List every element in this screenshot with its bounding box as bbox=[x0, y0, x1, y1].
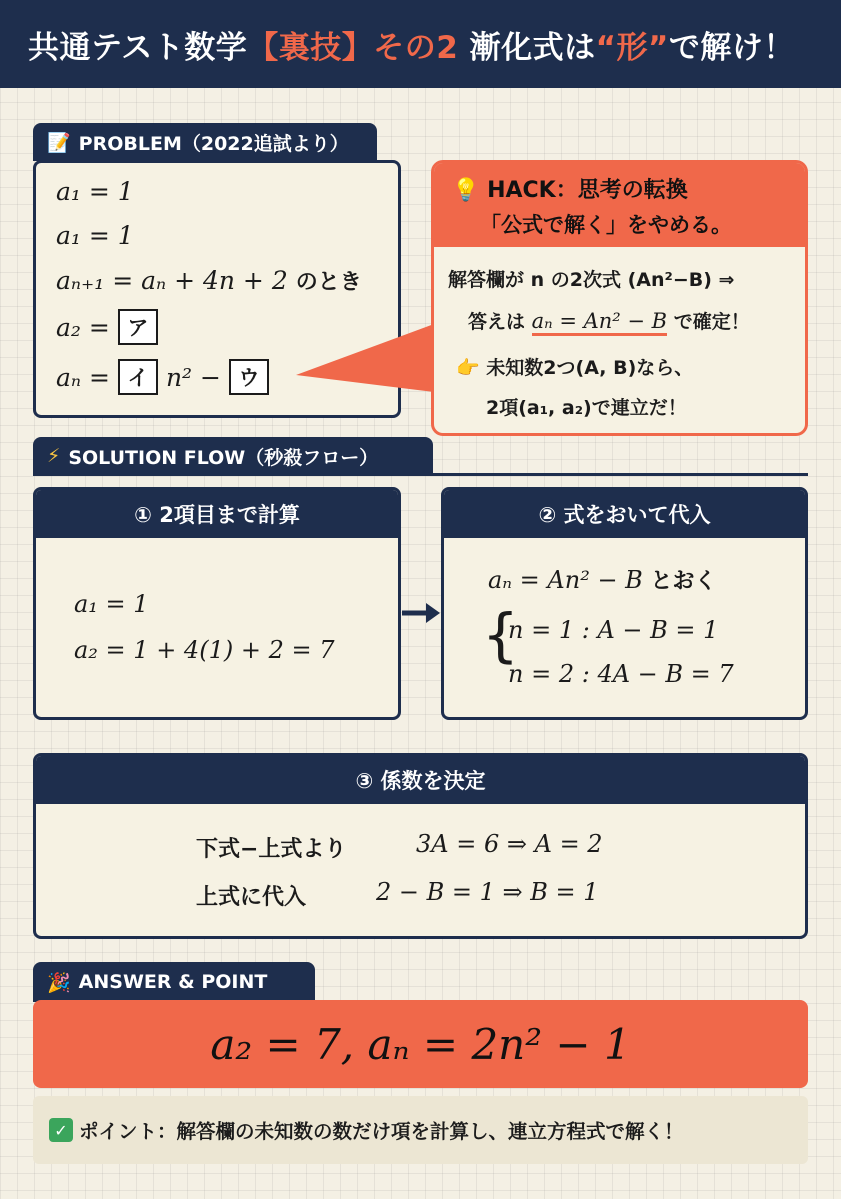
title-part3: 漸化式は bbox=[469, 29, 596, 66]
hack-subtitle: 「公式で解く」をやめる。 bbox=[480, 213, 732, 237]
step3-card bbox=[33, 753, 808, 939]
problem-condition-text: のとき bbox=[295, 270, 362, 295]
problem-line-4: a₂ = ア bbox=[56, 309, 158, 345]
answer-box-i: イ bbox=[118, 359, 158, 395]
title-part1: 共通テスト数学 bbox=[28, 29, 248, 66]
arrow-right-icon bbox=[400, 598, 442, 628]
title-keyword: “形” bbox=[595, 29, 669, 66]
flow-divider bbox=[33, 473, 808, 476]
party-popper-icon: 🎉 bbox=[47, 971, 71, 994]
callout-pointer bbox=[296, 318, 436, 398]
point-text: ポイント：解答欄の未知数の数だけ項を計算し、連立方程式で解く！ bbox=[79, 1120, 684, 1143]
step1-title: ① 2項目まで計算 bbox=[36, 490, 398, 538]
step3-title: ③ 係数を決定 bbox=[36, 756, 805, 804]
lightning-icon: ⚡ bbox=[47, 445, 61, 467]
memo-icon: 📝 bbox=[47, 131, 71, 154]
hack-title: 💡 HACK：思考の転換 bbox=[452, 178, 688, 203]
title-part5: で解け！ bbox=[668, 29, 795, 66]
step3-row1-math: 3A = 6 ⇒ A = 2 bbox=[416, 830, 603, 858]
step2-line-3: n = 2 : 4A − B = 7 bbox=[508, 660, 734, 688]
left-brace: { bbox=[482, 601, 519, 669]
hack-line-1: 解答欄が n の2次式 (An²−B) ⇒ bbox=[448, 269, 735, 291]
step1-card bbox=[33, 487, 401, 720]
point-box bbox=[33, 1096, 808, 1164]
hack-box bbox=[431, 160, 808, 436]
answer-bar bbox=[33, 1000, 808, 1088]
hack-header bbox=[434, 163, 805, 247]
problem-line-1: a₁ = 1 bbox=[56, 177, 134, 206]
flow-tab-label: SOLUTION FLOW（秒殺フロー） bbox=[68, 446, 379, 469]
flow-tab bbox=[33, 437, 433, 475]
pointing-hand-icon: 👉 bbox=[456, 357, 480, 379]
step3-row2-math: 2 − B = 1 ⇒ B = 1 bbox=[376, 878, 599, 906]
problem-line-3: aₙ₊₁ = aₙ + 4n + 2 のとき bbox=[56, 266, 362, 295]
step2-line-2: n = 1 : A − B = 1 bbox=[508, 616, 719, 644]
hack-form-formula: aₙ = An² − B bbox=[532, 309, 667, 336]
hack-line-4: 2項(a₁, a₂)で連立だ！ bbox=[486, 397, 687, 419]
step1-line-1: a₁ = 1 bbox=[74, 590, 149, 618]
problem-line-5: aₙ = イ n² − ウ bbox=[56, 359, 269, 395]
check-icon: ✓ bbox=[49, 1118, 73, 1142]
step2-title: ② 式をおいて代入 bbox=[444, 490, 805, 538]
title-bar bbox=[0, 0, 841, 88]
answer-formula: a₂ = 7, aₙ = 2n² − 1 bbox=[210, 1019, 631, 1069]
problem-tab-label: PROBLEM（2022追試より） bbox=[78, 132, 349, 155]
answer-tab-label: ANSWER & POINT bbox=[78, 971, 268, 993]
step1-line-2: a₂ = 1 + 4(1) + 2 = 7 bbox=[74, 636, 335, 664]
answer-box-u: ウ bbox=[229, 359, 269, 395]
title-hack-tag: 【裏技】その2 bbox=[247, 29, 459, 66]
step2-card bbox=[441, 487, 808, 720]
step3-row2-label: 上式に代入 bbox=[196, 885, 307, 910]
answer-tab bbox=[33, 962, 315, 1002]
step2-line-1: aₙ = An² − B とおく bbox=[488, 566, 717, 594]
problem-tab bbox=[33, 123, 377, 161]
step3-row1-label: 下式−上式より bbox=[196, 837, 347, 862]
answer-box-a: ア bbox=[118, 309, 158, 345]
problem-line-2: a₁ = 1 bbox=[56, 221, 134, 250]
lightbulb-icon: 💡 bbox=[452, 178, 480, 203]
hack-line-2: 答えは aₙ = An² − B で確定！ bbox=[468, 307, 750, 334]
page-title bbox=[28, 22, 795, 67]
hack-line-3: 👉 未知数2つ(A, B)なら、 bbox=[456, 357, 694, 379]
